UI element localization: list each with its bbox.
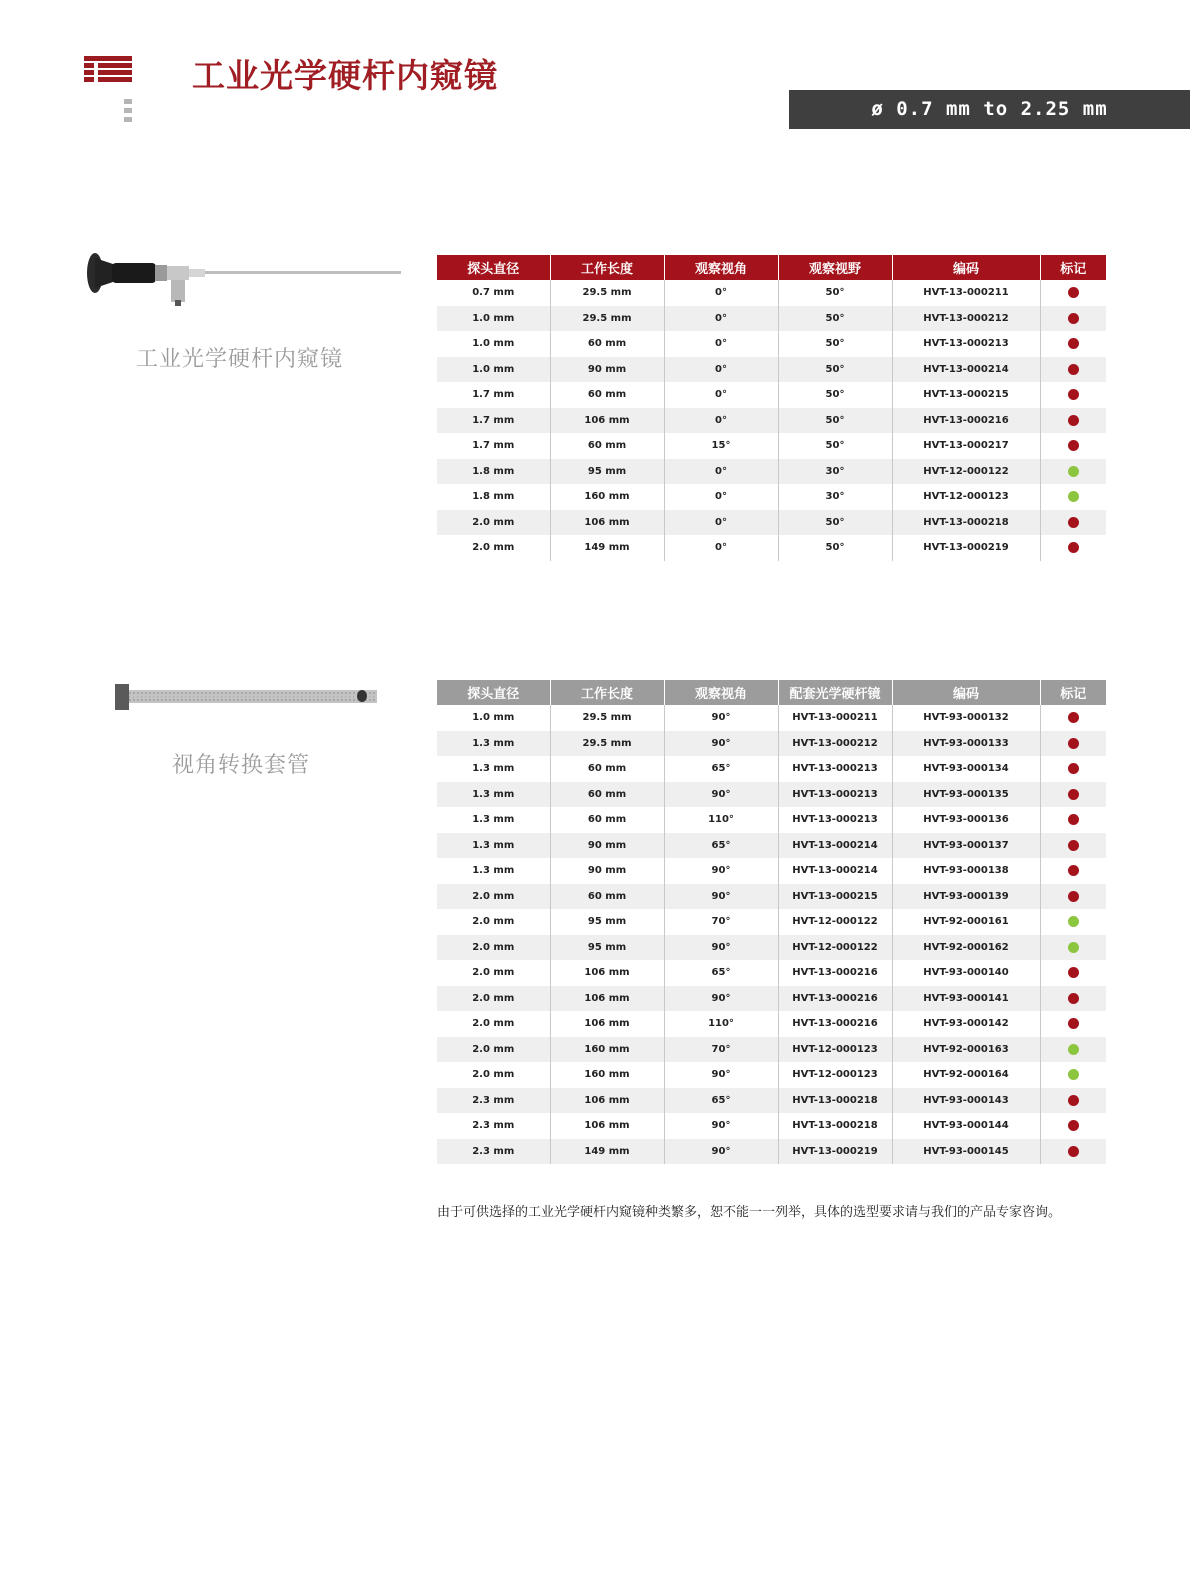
table-cell: HVT-93-000145 — [892, 1139, 1040, 1165]
table-cell: 2.0 mm — [437, 884, 550, 910]
table-cell: 1.7 mm — [437, 433, 550, 459]
table-row — [437, 909, 1106, 935]
table-cell: 0° — [664, 382, 778, 408]
status-marker-icon — [1068, 840, 1079, 851]
status-marker-icon — [1068, 466, 1079, 477]
borescope-spec-table — [437, 255, 1106, 561]
table-cell: HVT-13-000216 — [778, 986, 892, 1012]
table-cell: 2.3 mm — [437, 1088, 550, 1114]
table-cell: 0° — [664, 459, 778, 485]
table-row — [437, 884, 1106, 910]
status-marker-icon — [1068, 287, 1079, 298]
table-row — [437, 1011, 1106, 1037]
status-marker-icon — [1068, 993, 1079, 1004]
table-row — [437, 858, 1106, 884]
table-cell: HVT-92-000164 — [892, 1062, 1040, 1088]
table-cell — [1040, 782, 1106, 808]
table-cell: 160 mm — [550, 1037, 664, 1063]
table-row — [437, 807, 1106, 833]
table-cell: 160 mm — [550, 484, 664, 510]
brand-logo-icon — [84, 54, 132, 128]
table-cell: 50° — [778, 433, 892, 459]
table-cell: 106 mm — [550, 510, 664, 536]
table-cell: 90° — [664, 705, 778, 731]
table-cell — [1040, 756, 1106, 782]
angle-sleeve-icon — [115, 682, 379, 712]
table-row — [437, 331, 1106, 357]
status-marker-icon — [1068, 364, 1079, 375]
table-cell: 65° — [664, 1088, 778, 1114]
table-cell: 60 mm — [550, 756, 664, 782]
table-row — [437, 756, 1106, 782]
table-cell: HVT-13-000219 — [892, 535, 1040, 561]
status-marker-icon — [1068, 865, 1079, 876]
table-cell — [1040, 986, 1106, 1012]
table-cell: 90° — [664, 986, 778, 1012]
table-cell: HVT-92-000163 — [892, 1037, 1040, 1063]
table-cell: 90° — [664, 731, 778, 757]
table-cell: HVT-93-000137 — [892, 833, 1040, 859]
table-cell: 90° — [664, 1139, 778, 1165]
table-cell: HVT-12-000122 — [892, 459, 1040, 485]
status-marker-icon — [1068, 916, 1079, 927]
status-marker-icon — [1068, 942, 1079, 953]
status-marker-icon — [1068, 338, 1079, 349]
table-cell — [1040, 1113, 1106, 1139]
table-cell — [1040, 484, 1106, 510]
table-cell — [1040, 858, 1106, 884]
table-row — [437, 408, 1106, 434]
table-cell: 1.0 mm — [437, 357, 550, 383]
table-cell: 90 mm — [550, 858, 664, 884]
table-cell — [1040, 331, 1106, 357]
table-cell: 1.8 mm — [437, 484, 550, 510]
table-cell: 90° — [664, 782, 778, 808]
table-cell: 60 mm — [550, 884, 664, 910]
status-marker-icon — [1068, 440, 1079, 451]
table-cell: HVT-13-000218 — [778, 1113, 892, 1139]
table-cell: 1.8 mm — [437, 459, 550, 485]
table-cell: 106 mm — [550, 960, 664, 986]
table-cell: 1.7 mm — [437, 382, 550, 408]
table-cell — [1040, 357, 1106, 383]
table-cell: 95 mm — [550, 909, 664, 935]
table-cell: 1.0 mm — [437, 705, 550, 731]
table-cell — [1040, 731, 1106, 757]
table-cell: 106 mm — [550, 1088, 664, 1114]
table-row — [437, 960, 1106, 986]
table-cell: HVT-13-000218 — [778, 1088, 892, 1114]
table-header-row — [437, 255, 1106, 280]
table-cell: 50° — [778, 306, 892, 332]
table-cell: 0° — [664, 408, 778, 434]
status-marker-icon — [1068, 1146, 1079, 1157]
table-cell: 1.0 mm — [437, 331, 550, 357]
column-header: 工作长度 — [550, 255, 664, 280]
table-cell: 60 mm — [550, 782, 664, 808]
status-marker-icon — [1068, 389, 1079, 400]
table-cell: 110° — [664, 1011, 778, 1037]
table-cell: HVT-93-000138 — [892, 858, 1040, 884]
table-cell: 60 mm — [550, 807, 664, 833]
table-cell — [1040, 960, 1106, 986]
column-header: 标记 — [1040, 680, 1106, 705]
table-cell: 90 mm — [550, 833, 664, 859]
table-cell — [1040, 1062, 1106, 1088]
table-cell: HVT-13-000219 — [778, 1139, 892, 1165]
table-row — [437, 433, 1106, 459]
table-cell: 1.3 mm — [437, 782, 550, 808]
table-cell: HVT-13-000212 — [778, 731, 892, 757]
table-cell: HVT-13-000213 — [778, 756, 892, 782]
table-cell — [1040, 306, 1106, 332]
table-cell — [1040, 1011, 1106, 1037]
status-marker-icon — [1068, 1120, 1079, 1131]
table-cell — [1040, 280, 1106, 306]
table-cell: HVT-12-000123 — [778, 1037, 892, 1063]
table-cell: 29.5 mm — [550, 731, 664, 757]
table-cell: HVT-13-000218 — [892, 510, 1040, 536]
table-row — [437, 705, 1106, 731]
table-cell: 106 mm — [550, 408, 664, 434]
column-header: 配套光学硬杆镜 — [778, 680, 892, 705]
status-marker-icon — [1068, 789, 1079, 800]
table-cell: 50° — [778, 331, 892, 357]
table-cell: HVT-13-000214 — [778, 858, 892, 884]
status-marker-icon — [1068, 712, 1079, 723]
table-cell: HVT-13-000211 — [892, 280, 1040, 306]
column-header: 工作长度 — [550, 680, 664, 705]
table-cell: HVT-92-000162 — [892, 935, 1040, 961]
table-cell — [1040, 935, 1106, 961]
table-cell: HVT-93-000132 — [892, 705, 1040, 731]
table-cell: HVT-93-000136 — [892, 807, 1040, 833]
table-cell: HVT-13-000215 — [892, 382, 1040, 408]
table-row — [437, 986, 1106, 1012]
table-cell: HVT-93-000139 — [892, 884, 1040, 910]
table-cell — [1040, 909, 1106, 935]
table-row — [437, 833, 1106, 859]
status-marker-icon — [1068, 763, 1079, 774]
table-cell: 1.3 mm — [437, 833, 550, 859]
table-cell: HVT-93-000140 — [892, 960, 1040, 986]
status-marker-icon — [1068, 517, 1079, 528]
status-marker-icon — [1068, 415, 1079, 426]
table-cell — [1040, 833, 1106, 859]
table-cell: HVT-93-000133 — [892, 731, 1040, 757]
table-cell: HVT-12-000123 — [778, 1062, 892, 1088]
status-marker-icon — [1068, 542, 1079, 553]
table-cell — [1040, 433, 1106, 459]
table-cell: HVT-13-000212 — [892, 306, 1040, 332]
table-row — [437, 459, 1106, 485]
table-cell: 29.5 mm — [550, 306, 664, 332]
sleeve-spec-table — [437, 680, 1106, 1164]
table-cell: 2.0 mm — [437, 1037, 550, 1063]
table-cell — [1040, 382, 1106, 408]
table-row — [437, 935, 1106, 961]
table-cell: 0° — [664, 484, 778, 510]
table-cell: 2.0 mm — [437, 935, 550, 961]
table-row — [437, 382, 1106, 408]
status-marker-icon — [1068, 491, 1079, 502]
table-cell: 2.3 mm — [437, 1113, 550, 1139]
table-cell: 50° — [778, 280, 892, 306]
table-cell: HVT-13-000215 — [778, 884, 892, 910]
table-cell: 1.3 mm — [437, 731, 550, 757]
table-cell: 50° — [778, 357, 892, 383]
table-cell: 90° — [664, 858, 778, 884]
table-cell: 90 mm — [550, 357, 664, 383]
status-marker-icon — [1068, 891, 1079, 902]
table-cell: 149 mm — [550, 1139, 664, 1165]
table-cell: 30° — [778, 459, 892, 485]
product-caption-borescope: 工业光学硬杆内窥镜 — [136, 347, 344, 372]
table-cell: 70° — [664, 909, 778, 935]
table-cell: 2.0 mm — [437, 535, 550, 561]
table-cell: 1.3 mm — [437, 807, 550, 833]
table-cell: 149 mm — [550, 535, 664, 561]
table-cell: HVT-93-000134 — [892, 756, 1040, 782]
table-cell: HVT-12-000122 — [778, 935, 892, 961]
table-cell: HVT-93-000142 — [892, 1011, 1040, 1037]
table-row — [437, 535, 1106, 561]
table-cell: 2.0 mm — [437, 986, 550, 1012]
column-header: 编码 — [892, 680, 1040, 705]
table-cell: 70° — [664, 1037, 778, 1063]
table-cell: 90° — [664, 1062, 778, 1088]
status-marker-icon — [1068, 1044, 1079, 1055]
table-cell — [1040, 1139, 1106, 1165]
table-cell: HVT-13-000213 — [778, 782, 892, 808]
status-marker-icon — [1068, 1095, 1079, 1106]
table-cell: HVT-13-000213 — [892, 331, 1040, 357]
table-cell — [1040, 535, 1106, 561]
table-cell — [1040, 408, 1106, 434]
table-row — [437, 357, 1106, 383]
table-cell: 65° — [664, 833, 778, 859]
column-header: 观察视野 — [778, 255, 892, 280]
table-cell: 95 mm — [550, 935, 664, 961]
table-row — [437, 782, 1106, 808]
status-marker-icon — [1068, 1069, 1079, 1080]
product-caption-sleeve: 视角转换套管 — [172, 753, 311, 778]
table-cell: 106 mm — [550, 986, 664, 1012]
column-header: 观察视角 — [664, 255, 778, 280]
table-cell: 90° — [664, 884, 778, 910]
table-cell — [1040, 807, 1106, 833]
table-cell: 1.3 mm — [437, 756, 550, 782]
table-cell: 2.0 mm — [437, 1062, 550, 1088]
table-cell: HVT-13-000216 — [778, 960, 892, 986]
column-header: 探头直径 — [437, 255, 550, 280]
table-row — [437, 1113, 1106, 1139]
table-cell: 110° — [664, 807, 778, 833]
table-cell: 106 mm — [550, 1113, 664, 1139]
table-cell: 2.0 mm — [437, 960, 550, 986]
table-cell: 2.0 mm — [437, 1011, 550, 1037]
table-row — [437, 510, 1106, 536]
status-marker-icon — [1068, 738, 1079, 749]
table-cell: HVT-12-000123 — [892, 484, 1040, 510]
table-cell: 60 mm — [550, 382, 664, 408]
page-title: 工业光学硬杆内窥镜 — [192, 56, 498, 95]
table-cell: 0° — [664, 535, 778, 561]
table-cell: HVT-93-000135 — [892, 782, 1040, 808]
table-cell: 65° — [664, 756, 778, 782]
table-cell: 95 mm — [550, 459, 664, 485]
table-cell: 65° — [664, 960, 778, 986]
table-cell: 0° — [664, 357, 778, 383]
table-cell: 0.7 mm — [437, 280, 550, 306]
table-row — [437, 280, 1106, 306]
table-cell: 2.0 mm — [437, 510, 550, 536]
table-cell: 0° — [664, 331, 778, 357]
table-cell: 2.0 mm — [437, 909, 550, 935]
table-cell: 60 mm — [550, 433, 664, 459]
table-cell: 50° — [778, 535, 892, 561]
table-cell: 60 mm — [550, 331, 664, 357]
table-cell — [1040, 459, 1106, 485]
table-cell — [1040, 510, 1106, 536]
table-cell: 2.3 mm — [437, 1139, 550, 1165]
table-cell: HVT-12-000122 — [778, 909, 892, 935]
table-cell: 1.7 mm — [437, 408, 550, 434]
table-cell: HVT-13-000214 — [778, 833, 892, 859]
table-row — [437, 484, 1106, 510]
footnote: 由于可供选择的工业光学硬杆内窥镜种类繁多，恕不能一一列举，具体的选型要求请与我们的产品专家咨询。 — [437, 1205, 1062, 1220]
table-cell: 29.5 mm — [550, 280, 664, 306]
table-row — [437, 1088, 1106, 1114]
table-cell: 0° — [664, 280, 778, 306]
table-cell: 106 mm — [550, 1011, 664, 1037]
status-marker-icon — [1068, 313, 1079, 324]
status-marker-icon — [1068, 967, 1079, 978]
column-header: 探头直径 — [437, 680, 550, 705]
status-marker-icon — [1068, 814, 1079, 825]
table-cell: 90° — [664, 1113, 778, 1139]
table-cell: HVT-93-000143 — [892, 1088, 1040, 1114]
table-cell: 29.5 mm — [550, 705, 664, 731]
table-cell — [1040, 705, 1106, 731]
size-range-banner: ø 0.7 mm to 2.25 mm — [789, 90, 1190, 129]
column-header: 标记 — [1040, 255, 1106, 280]
column-header: 观察视角 — [664, 680, 778, 705]
table-cell: HVT-13-000213 — [778, 807, 892, 833]
table-cell: HVT-93-000144 — [892, 1113, 1040, 1139]
table-cell — [1040, 1037, 1106, 1063]
table-cell: HVT-93-000141 — [892, 986, 1040, 1012]
table-row — [437, 1062, 1106, 1088]
table-row — [437, 306, 1106, 332]
table-cell: HVT-13-000217 — [892, 433, 1040, 459]
table-cell: 1.0 mm — [437, 306, 550, 332]
table-cell: 0° — [664, 306, 778, 332]
table-cell: HVT-13-000211 — [778, 705, 892, 731]
table-row — [437, 1037, 1106, 1063]
table-cell — [1040, 1088, 1106, 1114]
table-cell: HVT-13-000216 — [778, 1011, 892, 1037]
table-cell: HVT-92-000161 — [892, 909, 1040, 935]
table-cell: 1.3 mm — [437, 858, 550, 884]
table-cell: HVT-13-000216 — [892, 408, 1040, 434]
status-marker-icon — [1068, 1018, 1079, 1029]
table-cell: 15° — [664, 433, 778, 459]
table-cell: 90° — [664, 935, 778, 961]
table-row — [437, 731, 1106, 757]
table-header-row — [437, 680, 1106, 705]
table-cell — [1040, 884, 1106, 910]
table-cell: 160 mm — [550, 1062, 664, 1088]
rigid-borescope-icon — [85, 250, 403, 312]
table-row — [437, 1139, 1106, 1165]
table-cell: 30° — [778, 484, 892, 510]
table-cell: HVT-13-000214 — [892, 357, 1040, 383]
table-cell: 50° — [778, 382, 892, 408]
table-cell: 0° — [664, 510, 778, 536]
table-cell: 50° — [778, 408, 892, 434]
table-cell: 50° — [778, 510, 892, 536]
column-header: 编码 — [892, 255, 1040, 280]
